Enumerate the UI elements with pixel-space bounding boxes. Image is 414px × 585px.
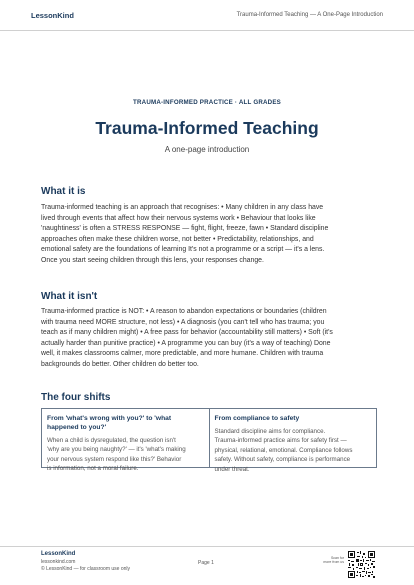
body-line: backgrounds do better. Other children do better too. bbox=[41, 360, 199, 368]
header-brand: LessonKind bbox=[31, 10, 74, 20]
footer-url[interactable]: lessonkind.com bbox=[41, 559, 76, 565]
header-running-title: Trauma-Informed Teaching — A One-Page Introduction bbox=[236, 12, 383, 18]
body-line: Trauma-informed teaching is an approach that recognises: • Many children in any class have bbox=[41, 204, 324, 211]
page-header bbox=[0, 0, 414, 31]
document-title: Trauma-Informed Teaching bbox=[95, 118, 319, 138]
body-line: well, it makes classrooms calmer, more predictable, and more humane. Children with trauma bbox=[41, 350, 324, 358]
document-subtitle: A one-page introduction bbox=[164, 145, 250, 154]
shift-body-line: Trauma-informed practice aims for safety first — bbox=[214, 437, 347, 445]
body-line: emotional safety are the foundations of learning It's not a programme or a script — it's a lens. bbox=[41, 246, 325, 254]
qr-caption bbox=[310, 556, 344, 564]
body-line: teach as if many children might) • A free pass for behavior (accountability still matters) • Soft (it's bbox=[41, 329, 333, 337]
shift-body-line: 'why are you being naughty?' — it's 'what's making bbox=[47, 446, 186, 454]
shift-body bbox=[47, 436, 204, 474]
body-line: Once you start seeing children through this lens, your responses change. bbox=[41, 256, 264, 264]
section-heading-four-shifts: The four shifts bbox=[41, 392, 111, 403]
page-number: Page 1 bbox=[198, 560, 214, 566]
body-line: lived through events that affect how their nervous systems work • Behaviour that looks like bbox=[41, 214, 316, 222]
section-heading-what-it-is: What it is bbox=[41, 186, 86, 197]
shift-cell-what-happened bbox=[42, 409, 209, 473]
shift-body-line: safety. Without safety, compliance is performance bbox=[214, 456, 351, 464]
shift-cell-compliance-to-safety bbox=[209, 409, 377, 473]
shift-body-line: your nervous system respond like this?' Behavior bbox=[47, 455, 182, 463]
qr-caption-line: more from us bbox=[323, 560, 344, 565]
section-body-what-it-isnt bbox=[41, 307, 377, 371]
body-line: approaches often make these children worse, not better • Predictability, relationships, and bbox=[41, 235, 314, 243]
shift-body-line: under threat. bbox=[214, 465, 250, 473]
section-heading-what-it-isnt: What it isn't bbox=[41, 291, 98, 302]
qr-caption-line: Scan for bbox=[330, 556, 344, 560]
four-shifts-table bbox=[41, 408, 377, 473]
shift-body-line: is information, not a moral failure. bbox=[47, 465, 139, 473]
page-footer bbox=[0, 546, 414, 585]
shift-body-line: When a child is dysregulated, the question isn't bbox=[47, 437, 176, 444]
shift-title bbox=[215, 414, 372, 423]
section-body-what-it-is bbox=[41, 203, 377, 267]
body-line: with trauma need MORE structure, not less) • A diagnosis (you can't tell who has trauma; you bbox=[41, 318, 325, 326]
footer-copyright: © LessonKind — for classroom use only bbox=[41, 566, 131, 572]
shift-title-line: From compliance to safety bbox=[214, 415, 300, 422]
shift-body-line: physical, relational, emotional. Compliance follows bbox=[214, 446, 353, 454]
shift-title-line: happened to you?' bbox=[47, 424, 107, 431]
shift-body bbox=[215, 427, 372, 474]
document-eyebrow: TRAUMA-INFORMED PRACTICE · ALL GRADES bbox=[133, 99, 281, 106]
shift-title-line: From 'what's wrong with you?' to 'what bbox=[47, 415, 172, 422]
qr-code-icon[interactable] bbox=[348, 551, 375, 578]
body-line: 'naughtiness' is often a STRESS RESPONSE — fight, flight, freeze, fawn • Standard discipline bbox=[41, 225, 329, 233]
shift-title bbox=[47, 414, 204, 432]
body-line: actually harder than punitive practice) • A programme you can buy (it's a way of teaching) Done bbox=[41, 339, 331, 347]
shift-body-line: Standard discipline aims for compliance. bbox=[214, 428, 326, 435]
body-line: Trauma-informed practice is NOT: • A reason to abandon expectations or boundaries (children bbox=[41, 308, 327, 315]
footer-brand: LessonKind bbox=[41, 551, 76, 557]
